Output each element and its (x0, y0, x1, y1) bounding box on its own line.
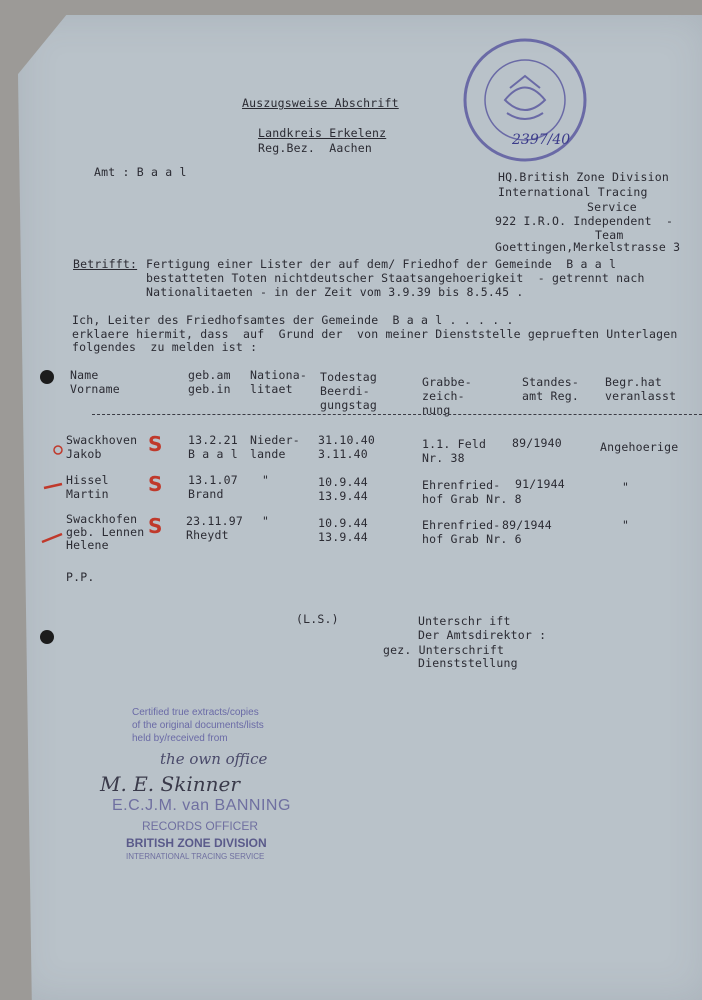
header-divider (92, 414, 702, 415)
cell-nationality: " (262, 473, 270, 487)
cell-nationality: " (262, 514, 270, 528)
recipient-line: Team (595, 228, 624, 242)
pp-note: P.P. (66, 570, 95, 584)
red-pencil-mark: S (148, 432, 163, 456)
cell-death: 10.9.44 13.9.44 (318, 516, 368, 544)
punch-hole (40, 630, 54, 644)
cell-arranged: " (622, 480, 630, 494)
col-header-grave: Grabbe- zeich- nung (422, 375, 472, 417)
intro-line: erklaere hiermit, dass auf Grund der von meiner Dienststelle geprueften Unterlagen (72, 327, 678, 341)
stamp-reference-number: 2397/40 (512, 132, 571, 148)
intro-line: folgendes zu melden ist : (72, 340, 258, 354)
region-name: Reg.Bez. Aachen (258, 141, 372, 155)
cert-line: held by/received from (132, 733, 228, 744)
tracing-service-stamp (455, 38, 595, 173)
cell-death: 10.9.44 13.9.44 (318, 475, 368, 503)
recipient-line: Goettingen,Merkelstrasse 3 (495, 240, 681, 254)
red-pencil-mark: S (148, 472, 163, 496)
recipient-line: 922 I.R.O. Independent - (495, 214, 674, 228)
recipient-line: Service (587, 200, 637, 214)
cell-registry: 89/1940 (512, 436, 562, 450)
subject-line: bestatteten Toten nichtdeutscher Staatsangehoerigkeit - getrennt nach (146, 271, 645, 285)
division-name: BRITISH ZONE DIVISION (126, 836, 267, 850)
cell-registry: 89/1944 (502, 518, 552, 532)
cell-registry: 91/1944 (515, 477, 565, 491)
officer-name: E.C.J.M. van BANNING (112, 797, 291, 814)
signature-line: Unterschr ift (418, 614, 511, 628)
subject-label: Betrifft: (73, 257, 138, 271)
col-header-nationality: Nationa- litaet (250, 368, 307, 396)
cell-nationality: Nieder- lande (250, 433, 300, 461)
red-tick-marks (40, 440, 70, 550)
cell-born: 13.2.21 B a a l (188, 433, 238, 461)
intro-line: Ich, Leiter des Friedhofsamtes der Gemeinde B a a l . . . . . (72, 313, 514, 327)
recipient-line: International Tracing (498, 185, 648, 199)
cell-name: Hissel Martin (66, 473, 109, 501)
cell-death: 31.10.40 3.11.40 (318, 433, 375, 461)
service-name: INTERNATIONAL TRACING SERVICE (126, 852, 265, 861)
col-header-death: Todestag Beerdi- gungstag (320, 370, 377, 412)
cert-line: of the original documents/lists (132, 720, 264, 731)
cell-grave: Ehrenfried- hof Grab Nr. 8 (422, 478, 522, 506)
signature-line: Dienststellung (418, 656, 518, 670)
cell-grave: Ehrenfried- hof Grab Nr. 6 (422, 518, 522, 546)
cell-arranged: Angehoerige (600, 440, 679, 454)
district-name: Landkreis Erkelenz (258, 126, 387, 140)
col-header-registry: Standes- amt Reg. (522, 375, 579, 403)
cell-name: Swackhofen geb. Lennen Helene (66, 512, 145, 552)
handwritten-source: the own office (160, 750, 268, 768)
col-header-arranged: Begr.hat veranlasst (605, 375, 677, 403)
cell-born: 13.1.07 Brand (188, 473, 238, 501)
cell-born: 23.11.97 Rheydt (186, 514, 243, 542)
signature-line: gez. Unterschrift (383, 643, 505, 657)
punch-hole (40, 370, 54, 384)
cert-line: Certified true extracts/copies (132, 707, 259, 718)
cell-name: Swackhoven Jakob (66, 433, 138, 461)
office-name: Amt : B a a l (94, 165, 187, 179)
cell-grave: 1.1. Feld Nr. 38 (422, 437, 487, 465)
seal-note: (L.S.) (296, 612, 339, 626)
subject-line: Fertigung einer Lister der auf dem/ Friedhof der Gemeinde B a a l (146, 257, 617, 271)
signature-line: Der Amtsdirektor : (418, 628, 547, 642)
document-page (18, 15, 702, 1000)
subject-line: Nationalitaeten - in der Zeit vom 3.9.39 bis 8.5.45 . (146, 285, 524, 299)
officer-title: RECORDS OFFICER (142, 819, 259, 833)
col-header-name: Name Vorname (70, 368, 120, 396)
recipient-line: HQ.British Zone Division (498, 170, 669, 184)
cell-arranged: " (622, 518, 630, 532)
red-pencil-mark: S (148, 514, 163, 538)
col-header-born: geb.am geb.in (188, 368, 231, 396)
document-title: Auszugsweise Abschrift (242, 96, 399, 110)
handwritten-signature: M. E. Skinner (100, 772, 240, 796)
